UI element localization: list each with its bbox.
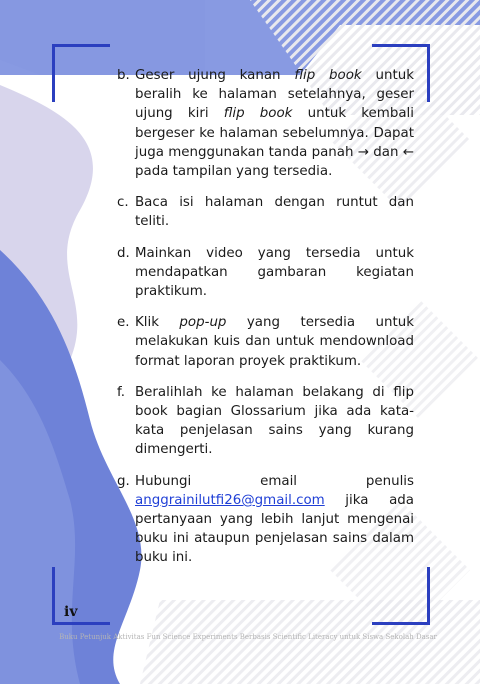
text-run: Geser ujung kanan (135, 68, 295, 83)
frame-bottom-left-v (52, 567, 55, 625)
frame-top-right-v (427, 44, 430, 102)
page-number: iv (64, 604, 78, 620)
list-item (117, 66, 414, 181)
list-text (135, 313, 414, 371)
frame-top-left-v (52, 44, 55, 102)
list-text (135, 383, 414, 460)
list-text (135, 472, 414, 568)
text-run: Hubungi email penulis (135, 473, 414, 489)
text-run: yang tersedia untuk melakukan kuis dan untuk mendownload format laporan proyek praktikum. (135, 315, 414, 369)
text-run: Mainkan video yang tersedia untuk mendapatkan gambaran kegiatan praktikum. (135, 245, 414, 300)
list-marker: g. (117, 473, 130, 489)
frame-bottom-right-h (372, 622, 430, 625)
list-marker: b. (117, 68, 130, 83)
frame-top-left-h (52, 44, 110, 47)
frame-bottom-left-h (52, 622, 110, 625)
text-run: untuk beralih ke halaman setelahnya, geser ujung kiri (135, 68, 414, 122)
text-run: Baca isi halaman dengan runtut dan teliti. (135, 195, 414, 230)
text-run-italic: flip book (294, 68, 362, 83)
list-text (135, 193, 414, 231)
email-link[interactable]: anggrainilutfi26@gmail.com (135, 492, 325, 508)
footer-text: Buku Petunjuk Aktivitas Fun Science Experiments Berbasis Scientific Literacy untuk Siswa Sekolah Dasar (59, 633, 437, 641)
list-item (117, 383, 414, 460)
text-run: Beralihlah ke halaman belakang di flip book bagian Glossarium jika ada kata-kata penjelasan sains yang kurang dimengerti. (135, 384, 414, 458)
frame-bottom-right-v (427, 567, 430, 625)
list-item (117, 244, 414, 302)
list-text (135, 244, 414, 302)
text-run-italic: pop-up (179, 315, 227, 331)
list-marker: d. (117, 245, 130, 261)
list-marker: c. (117, 195, 129, 211)
instruction-list (117, 66, 414, 580)
text-run: untuk kembali bergeser ke halaman sebelumnya. Dapat juga menggunakan tanda panah → dan ← pada tampilan yang tersedia. (135, 106, 414, 180)
text-run: jika ada pertanyaan yang lebih lanjut mengenai buku ini ataupun penjelasan sains dalam buku ini. (135, 492, 414, 566)
list-item (117, 193, 414, 231)
list-marker: e. (117, 315, 130, 331)
text-run: Klik (135, 315, 180, 331)
list-text (135, 66, 414, 181)
frame-top-right-h (372, 44, 430, 47)
list-marker: f. (117, 384, 125, 400)
list-item (117, 313, 414, 371)
list-item (117, 472, 414, 568)
text-run-italic: flip book (223, 106, 293, 122)
